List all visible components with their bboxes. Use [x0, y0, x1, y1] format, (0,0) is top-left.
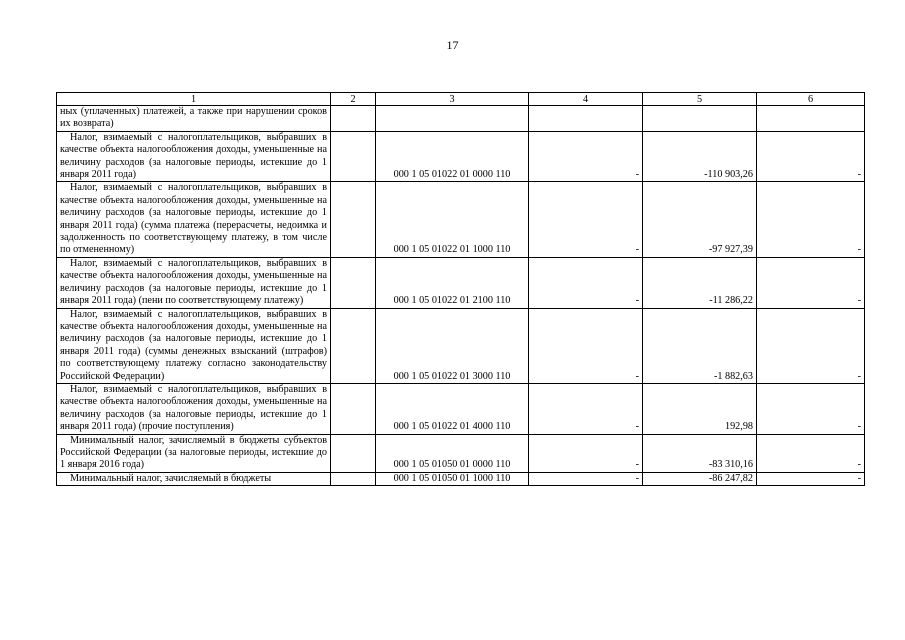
row-name-text: Налог, взимаемый с налогоплательщиков, выбравших в качестве объекта налогообложения доходы, уменьшенные на величину расходов (за налоговые периоды, истекшие до 1 января 2011 года) (сумма платежа (перерасчеты, недоимка и задолженность по соответствующему платежу, в том числе по отмененному)	[60, 182, 327, 256]
row-col6-cell: -	[757, 308, 865, 383]
row-code-cell: 000 1 05 01022 01 4000 110	[376, 383, 529, 434]
row-name-cell	[57, 383, 331, 434]
row-col4-cell: -	[529, 383, 643, 434]
row-amount-cell	[643, 106, 757, 132]
row-name-cell	[57, 308, 331, 383]
row-name-cell	[57, 106, 331, 132]
row-col4-cell: -	[529, 131, 643, 182]
row-col6-cell: -	[757, 472, 865, 485]
row-amount-cell: -1 882,63	[643, 308, 757, 383]
row-col6-cell: -	[757, 434, 865, 472]
row-col4-cell: -	[529, 257, 643, 308]
row-amount-cell: -86 247,82	[643, 472, 757, 485]
table-row	[57, 434, 865, 472]
row-name-cell	[57, 257, 331, 308]
column-number-1: 1	[57, 93, 331, 106]
page-number: 17	[446, 38, 459, 52]
row-name-cell	[57, 131, 331, 182]
row-col4-cell: -	[529, 182, 643, 257]
row-col2-cell	[331, 182, 376, 257]
table-row	[57, 257, 865, 308]
table-row	[57, 308, 865, 383]
row-col4-cell: -	[529, 472, 643, 485]
row-name-text: Налог, взимаемый с налогоплательщиков, выбравших в качестве объекта налогообложения доходы, уменьшенные на величину расходов (за налоговые периоды, истекшие до 1 января 2011 года)	[60, 131, 327, 181]
row-amount-cell: -97 927,39	[643, 182, 757, 257]
report-table-body	[57, 93, 865, 486]
row-col2-cell	[331, 257, 376, 308]
row-col4-cell: -	[529, 434, 643, 472]
row-amount-cell: -83 310,16	[643, 434, 757, 472]
row-name-text: Налог, взимаемый с налогоплательщиков, выбравших в качестве объекта налогообложения доходы, уменьшенные на величину расходов (за налоговые периоды, истекшие до 1 января 2011 года) (прочие поступления)	[60, 383, 327, 433]
row-col4-cell	[529, 106, 643, 132]
row-col6-cell: -	[757, 182, 865, 257]
row-amount-cell: 192,98	[643, 383, 757, 434]
row-code-cell: 000 1 05 01022 01 3000 110	[376, 308, 529, 383]
row-code-cell: 000 1 05 01050 01 1000 110	[376, 472, 529, 485]
row-col2-cell	[331, 472, 376, 485]
row-amount-cell: -110 903,26	[643, 131, 757, 182]
row-code-cell: 000 1 05 01022 01 1000 110	[376, 182, 529, 257]
row-col6-cell: -	[757, 383, 865, 434]
row-name-cell	[57, 434, 331, 472]
row-code-cell: 000 1 05 01022 01 2100 110	[376, 257, 529, 308]
row-code-cell	[376, 106, 529, 132]
row-name-text: Налог, взимаемый с налогоплательщиков, выбравших в качестве объекта налогообложения доходы, уменьшенные на величину расходов (за налоговые периоды, истекшие до 1 января 2011 года) (суммы денежных взысканий (штрафов) по соответствующему платежу согласно законодательству Российской Федерации)	[60, 308, 327, 382]
table-row	[57, 383, 865, 434]
row-amount-cell: -11 286,22	[643, 257, 757, 308]
report-table	[56, 92, 865, 486]
row-col2-cell	[331, 131, 376, 182]
column-number-2: 2	[331, 93, 376, 106]
row-col2-cell	[331, 383, 376, 434]
row-name-text: ных (уплаченных) платежей, а также при нарушении сроков их возврата)	[60, 106, 327, 130]
column-number-5: 5	[643, 93, 757, 106]
row-col6-cell: -	[757, 131, 865, 182]
row-col2-cell	[331, 106, 376, 132]
row-name-cell	[57, 472, 331, 485]
row-code-cell: 000 1 05 01022 01 0000 110	[376, 131, 529, 182]
column-number-6: 6	[757, 93, 865, 106]
row-name-text: Минимальный налог, зачисляемый в бюджеты	[70, 472, 272, 484]
row-col2-cell	[331, 434, 376, 472]
table-row	[57, 182, 865, 257]
table-row	[57, 106, 865, 132]
row-name-text: Налог, взимаемый с налогоплательщиков, выбравших в качестве объекта налогообложения доходы, уменьшенные на величину расходов (за налоговые периоды, истекшие до 1 января 2011 года) (пени по соответствующему платежу)	[60, 257, 327, 307]
row-name-cell	[57, 182, 331, 257]
row-col4-cell: -	[529, 308, 643, 383]
row-col6-cell: -	[757, 257, 865, 308]
column-number-4: 4	[529, 93, 643, 106]
row-col2-cell	[331, 308, 376, 383]
column-number-3: 3	[376, 93, 529, 106]
row-col6-cell	[757, 106, 865, 132]
column-numbers-row	[57, 93, 865, 106]
table-row	[57, 131, 865, 182]
table-row	[57, 472, 865, 485]
row-name-text: Минимальный налог, зачисляемый в бюджеты субъектов Российской Федерации (за налоговые периоды, истекшие до 1 января 2016 года)	[60, 434, 327, 471]
row-code-cell: 000 1 05 01050 01 0000 110	[376, 434, 529, 472]
